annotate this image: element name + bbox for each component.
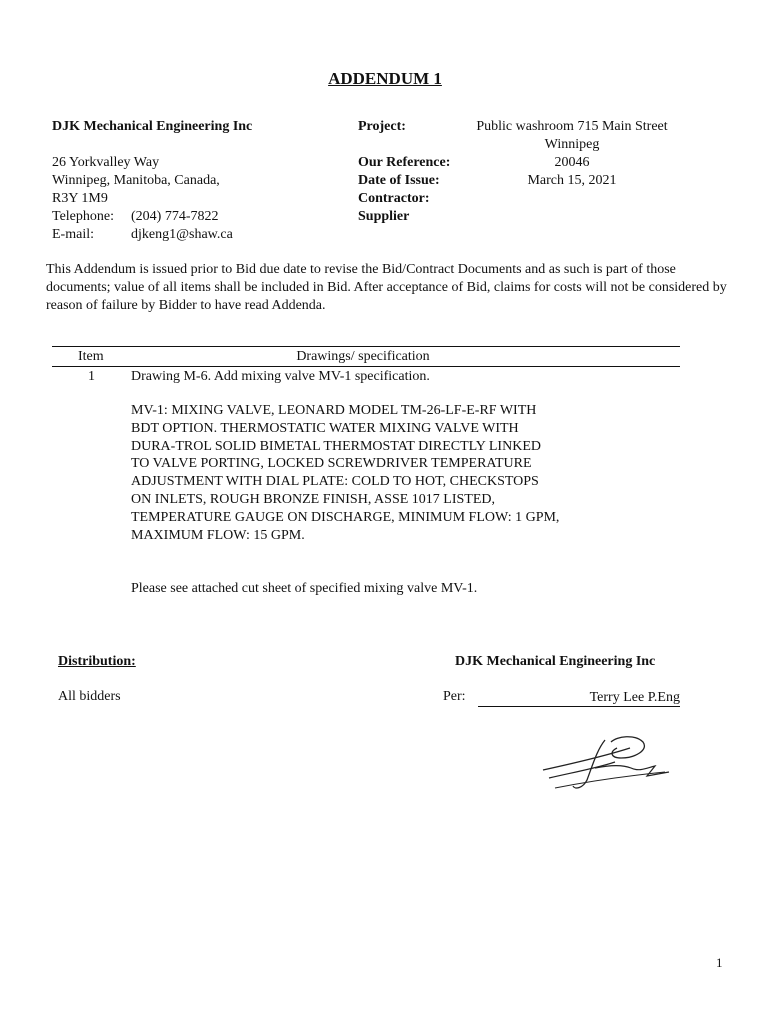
table-item-text: Drawing M-6. Add mixing valve MV-1 specification. (131, 369, 430, 384)
table-header-rule (52, 366, 680, 367)
per-label: Per: (443, 689, 466, 704)
spec-line: TO VALVE PORTING, LOCKED SCREWDRIVER TEMPERATURE (131, 456, 532, 472)
spec-line: TEMPERATURE GAUGE ON DISCHARGE, MINIMUM FLOW: 1 GPM, (131, 509, 560, 525)
project-value-line-2: Winnipeg (544, 137, 600, 152)
document-title: ADDENDUM 1 (328, 69, 442, 88)
table-header-drawings: Drawings/ specification (296, 349, 430, 364)
intro-paragraph: This Addendum is issued prior to Bid due date to revise the Bid/Contract Documents and as such is part of those documents; value of all items shall be included in Bid. After acceptance of Bid, claims for costs will not be considered by reason of failure by Bidder to have read Addenda. (46, 262, 727, 313)
date-value: March 15, 2021 (527, 173, 617, 188)
company-name: DJK Mechanical Engineering Inc (52, 119, 253, 134)
telephone-value: (204) 774-7822 (131, 209, 219, 224)
spec-block (131, 402, 611, 544)
signature-line (478, 689, 680, 707)
table-header-item: Item (78, 349, 104, 364)
address-line-1: 26 Yorkvalley Way (52, 155, 160, 170)
project-label: Project: (358, 119, 406, 134)
table-top-rule (52, 346, 680, 347)
supplier-label: Supplier (358, 209, 410, 224)
page-number: 1 (716, 955, 723, 970)
signer-name: Terry Lee P.Eng (589, 690, 680, 705)
contractor-label: Contractor: (358, 191, 430, 206)
distribution-label: Distribution: (58, 654, 136, 669)
spec-line: DURA-TROL SOLID BIMETAL THERMOSTAT DIRECTLY LINKED (131, 438, 541, 454)
firm-name: DJK Mechanical Engineering Inc (455, 654, 656, 669)
project-value-line-1: Public washroom 715 Main Street (476, 119, 668, 134)
address-line-2: Winnipeg, Manitoba, Canada, (52, 173, 220, 188)
email-label: E-mail: (52, 227, 94, 242)
telephone-label: Telephone: (52, 209, 114, 224)
spec-line: MAXIMUM FLOW: 15 GPM. (131, 527, 305, 543)
table-item-number: 1 (88, 369, 95, 384)
email-value: djkeng1@shaw.ca (131, 227, 233, 242)
signature-image (535, 728, 685, 798)
postal-code: R3Y 1M9 (52, 191, 108, 206)
spec-line: ON INLETS, ROUGH BRONZE FINISH, ASSE 1017 LISTED, (131, 491, 496, 507)
spec-line: MV-1: MIXING VALVE, LEONARD MODEL TM-26-LF-E-RF WITH (131, 403, 537, 418)
spec-line: ADJUSTMENT WITH DIAL PLATE: COLD TO HOT, CHECKSTOPS (131, 474, 539, 490)
reference-label: Our Reference: (358, 155, 451, 170)
reference-value: 20046 (554, 155, 590, 170)
date-label: Date of Issue: (358, 173, 440, 188)
spec-line: BDT OPTION. THERMOSTATIC WATER MIXING VALVE WITH (131, 420, 519, 436)
cut-sheet-note: Please see attached cut sheet of specified mixing valve MV-1. (131, 581, 478, 596)
distribution-value: All bidders (58, 689, 121, 704)
